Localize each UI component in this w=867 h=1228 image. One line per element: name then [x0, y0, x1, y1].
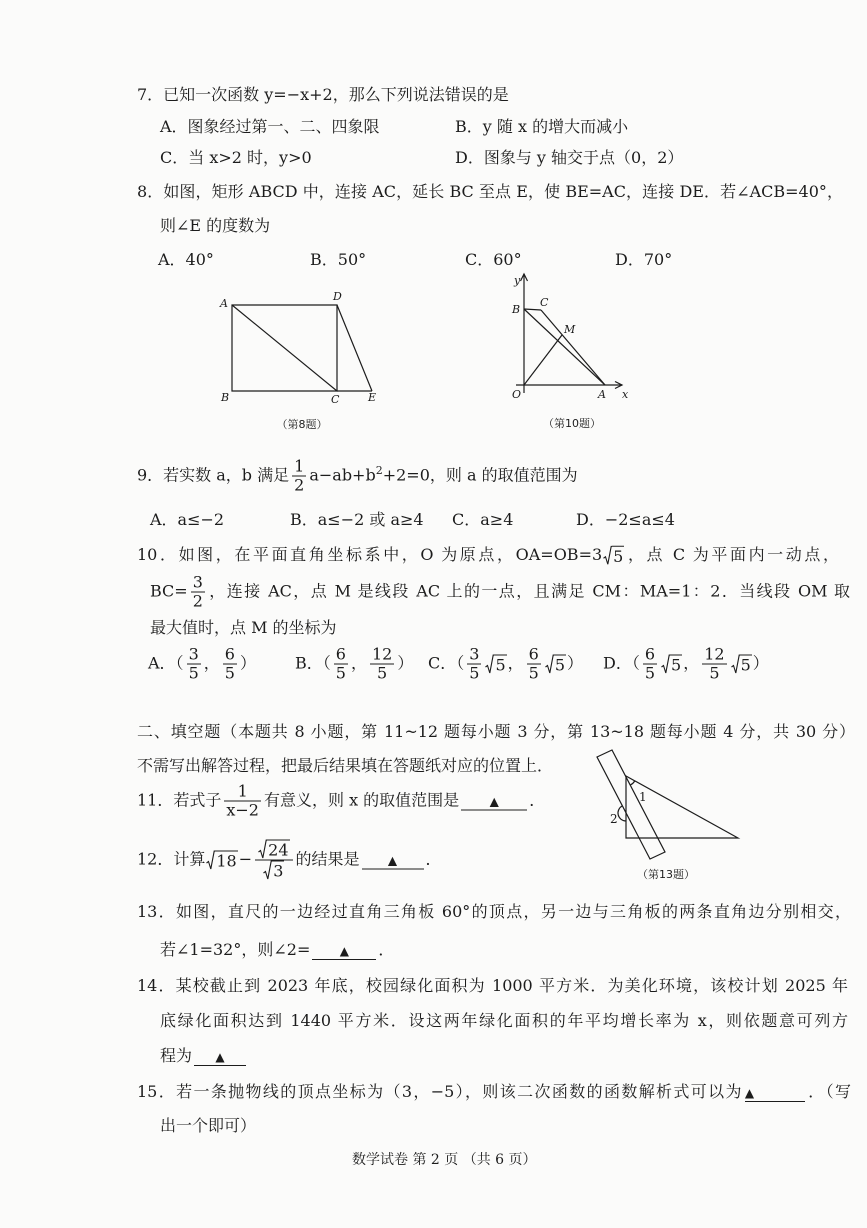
right-triangle: [626, 776, 738, 838]
page-footer: 数学试卷 第 2 页 （共 6 页）: [352, 1152, 537, 1168]
angle-label-2: 2: [610, 812, 618, 826]
option-close: ）: [239, 653, 256, 673]
q8-option-c: C．60°: [465, 250, 522, 269]
q13-stem-line1: 13．如图，直尺的一边经过直角三角板 60°的顶点，另一边与三角板的两条直角边分别相交，: [137, 902, 851, 921]
point-label-a: A: [598, 388, 606, 401]
figure-caption: （第8题）: [276, 418, 328, 431]
fraction-numerator: 3: [188, 644, 199, 664]
ruler: [597, 750, 665, 859]
point-label-b: B: [512, 303, 521, 316]
q15-line1-pre: 15．若一条抛物线的顶点坐标为（3，−5），则该二次函数的函数解析式可以为: [137, 1082, 743, 1101]
figure-q13: [597, 750, 738, 881]
point-label-d: D: [333, 290, 342, 303]
figure-caption: （第10题）: [543, 417, 601, 430]
q10-stem-line3: 最大值时，点 M 的坐标为: [150, 618, 337, 637]
radicand: 5: [740, 655, 751, 674]
fraction-denominator: 5: [528, 663, 539, 683]
coordinate-separator: ，: [683, 653, 700, 673]
figure-q8: [219, 290, 376, 431]
answer-blank: ▲: [194, 1049, 246, 1066]
point-label-b: B: [221, 391, 230, 404]
q8-option-d: D．70°: [615, 250, 673, 269]
point-label-m: M: [564, 323, 576, 336]
diagonal-ac: [232, 305, 337, 391]
fraction-denominator: 2: [192, 591, 203, 611]
q10-line1-post: ，点 C 为平面内一动点，: [625, 544, 839, 564]
point-label-e: E: [368, 391, 377, 404]
q12-pre: 12．计算: [137, 849, 206, 869]
q7-stem: 7．已知一次函数 y=−x+2，那么下列说法错误的是: [137, 85, 509, 104]
q9-option-a: A．a≤−2: [150, 510, 225, 529]
angle-1-arc: [631, 781, 635, 785]
q8-stem-line2: 则∠E 的度数为: [160, 216, 271, 235]
q11-pre: 11．若式子: [137, 790, 222, 810]
q11-mid: 有意义，则 x 的取值范围是: [263, 790, 460, 810]
section-2-instruction: 不需写出解答过程，把最后结果填在答题纸对应的位置上．: [137, 756, 554, 775]
fraction-denominator: 5: [702, 664, 726, 683]
point-label-c: C: [540, 296, 549, 309]
q13-line2-post: ．: [378, 940, 395, 959]
coordinate-separator: ，: [350, 653, 367, 673]
option-label: D．（: [603, 653, 640, 673]
option-close: ）: [567, 653, 584, 673]
q9-option-d: D．−2≤a≤4: [576, 510, 675, 529]
axis-label-x: x: [622, 388, 629, 401]
q7-option-a: A．图象经过第一、二、四象限: [160, 117, 380, 136]
point-label-c: C: [331, 393, 340, 406]
answer-blank: ▲: [461, 794, 527, 811]
fraction-numerator: 6: [528, 644, 539, 664]
answer-blank: ▲: [312, 943, 376, 960]
q12-mid: 的结果是: [295, 849, 360, 869]
q14-line3-pre: 程为: [160, 1046, 193, 1065]
fraction-numerator: 12: [704, 644, 725, 664]
segment-de: [337, 305, 372, 391]
segment-ca: [541, 310, 605, 385]
axis-label-y: y: [514, 274, 521, 287]
q9-stem-pre: 9．若实数 a，b 满足: [137, 465, 290, 485]
radicand: 24: [268, 840, 289, 860]
radicand: 5: [495, 655, 506, 674]
q7-option-c: C．当 x>2 时，y>0: [160, 148, 312, 167]
q10-line2-pre: BC=: [150, 581, 188, 601]
fraction-denominator: 5: [335, 663, 346, 683]
q15-stem-line2: 出一个即可）: [160, 1116, 257, 1135]
fraction-denominator: 5: [370, 664, 394, 683]
q11-post: ．: [529, 790, 546, 810]
option-label: C．（: [428, 653, 465, 673]
radicand: 18: [216, 851, 237, 870]
q8-option-b: B．50°: [310, 250, 367, 269]
option-label: A．（: [148, 653, 184, 673]
radicand: 5: [613, 546, 624, 566]
figure-q10: [511, 274, 629, 430]
q7-option-b: B．y 随 x 的增大而减小: [455, 117, 629, 136]
answer-blank: ▲: [745, 1085, 805, 1102]
q7-option-d: D．图象与 y 轴交于点（0，2）: [455, 148, 684, 167]
fraction-denominator: 5: [469, 663, 480, 683]
fraction-denominator: 5: [224, 663, 235, 683]
coordinate-separator: ，: [507, 653, 524, 673]
fraction-denominator: 2: [294, 475, 305, 495]
option-label: B．（: [295, 653, 331, 673]
angle-2-arc: [618, 806, 626, 821]
fraction-numerator: 3: [469, 644, 480, 664]
q8-stem-line1: 8．如图，矩形 ABCD 中，连接 AC，延长 BC 至点 E，使 BE=AC，连接 DE．若∠ACB=40°，: [137, 182, 843, 201]
option-close: ）: [397, 653, 414, 673]
minus-sign: −: [238, 849, 253, 869]
fraction-numerator: 3: [192, 572, 203, 592]
fraction-numerator: 12: [371, 644, 393, 664]
radicand: 3: [273, 861, 284, 881]
fraction-numerator: 1: [237, 781, 248, 801]
fraction-numerator: 6: [224, 644, 235, 664]
q10-line1-pre: 10．如图，在平面直角坐标系中，O 为原点，OA=OB=3: [137, 544, 603, 564]
q14-stem-line2: 底绿化面积达到 1440 平方米．设这两年绿化面积的年平均增长率为 x，则依题意可列方: [160, 1011, 848, 1030]
q14-stem-line1: 14．某校截止到 2023 年底，校园绿化面积为 1000 平方米．为美化环境，该校计划 2025 年: [137, 976, 848, 995]
q9-stem-mid: a−ab+b: [309, 465, 376, 485]
section-2-title: 二、填空题（本题共 8 小题，第 11~12 题每小题 3 分，第 13~18 题每小题 4 分，共 30 分）: [137, 722, 855, 741]
q9-stem-post: +2=0，则 a 的取值范围为: [382, 465, 578, 485]
option-close: ）: [752, 653, 769, 673]
fraction-numerator: 6: [644, 644, 656, 664]
fraction-numerator: 1: [294, 456, 305, 476]
segment-bc: [524, 309, 541, 310]
q13-line2-pre: 若∠1=32°，则∠2=: [160, 940, 311, 959]
radicand: 5: [671, 655, 682, 674]
q9-option-c: C．a≥4: [452, 510, 514, 529]
q12-post: ．: [425, 849, 442, 869]
figure-caption: （第13题）: [637, 868, 695, 881]
angle-label-1: 1: [639, 790, 647, 804]
q8-option-a: A．40°: [158, 250, 214, 269]
fraction-denominator: x−2: [226, 800, 259, 820]
coordinate-separator: ，: [203, 653, 220, 673]
q9-exponent: 2: [375, 464, 383, 478]
fraction-numerator: 6: [335, 644, 346, 664]
answer-blank: ▲: [362, 853, 424, 870]
fraction-denominator: 5: [644, 663, 656, 683]
radicand: 5: [554, 655, 566, 674]
segment-om: [524, 335, 562, 385]
q15-line1-post: ．（写: [806, 1082, 851, 1101]
q9-option-b: B．a≤−2 或 a≥4: [290, 510, 424, 529]
q10-line2-post: ，连接 AC，点 M 是线段 AC 上的一点，且满足 CM：MA=1：2．当线段 OM 取: [207, 581, 850, 601]
fraction-denominator: 5: [188, 663, 199, 683]
point-label-o: O: [512, 388, 522, 401]
segment-ba: [524, 309, 605, 385]
point-label-a: A: [220, 297, 228, 310]
